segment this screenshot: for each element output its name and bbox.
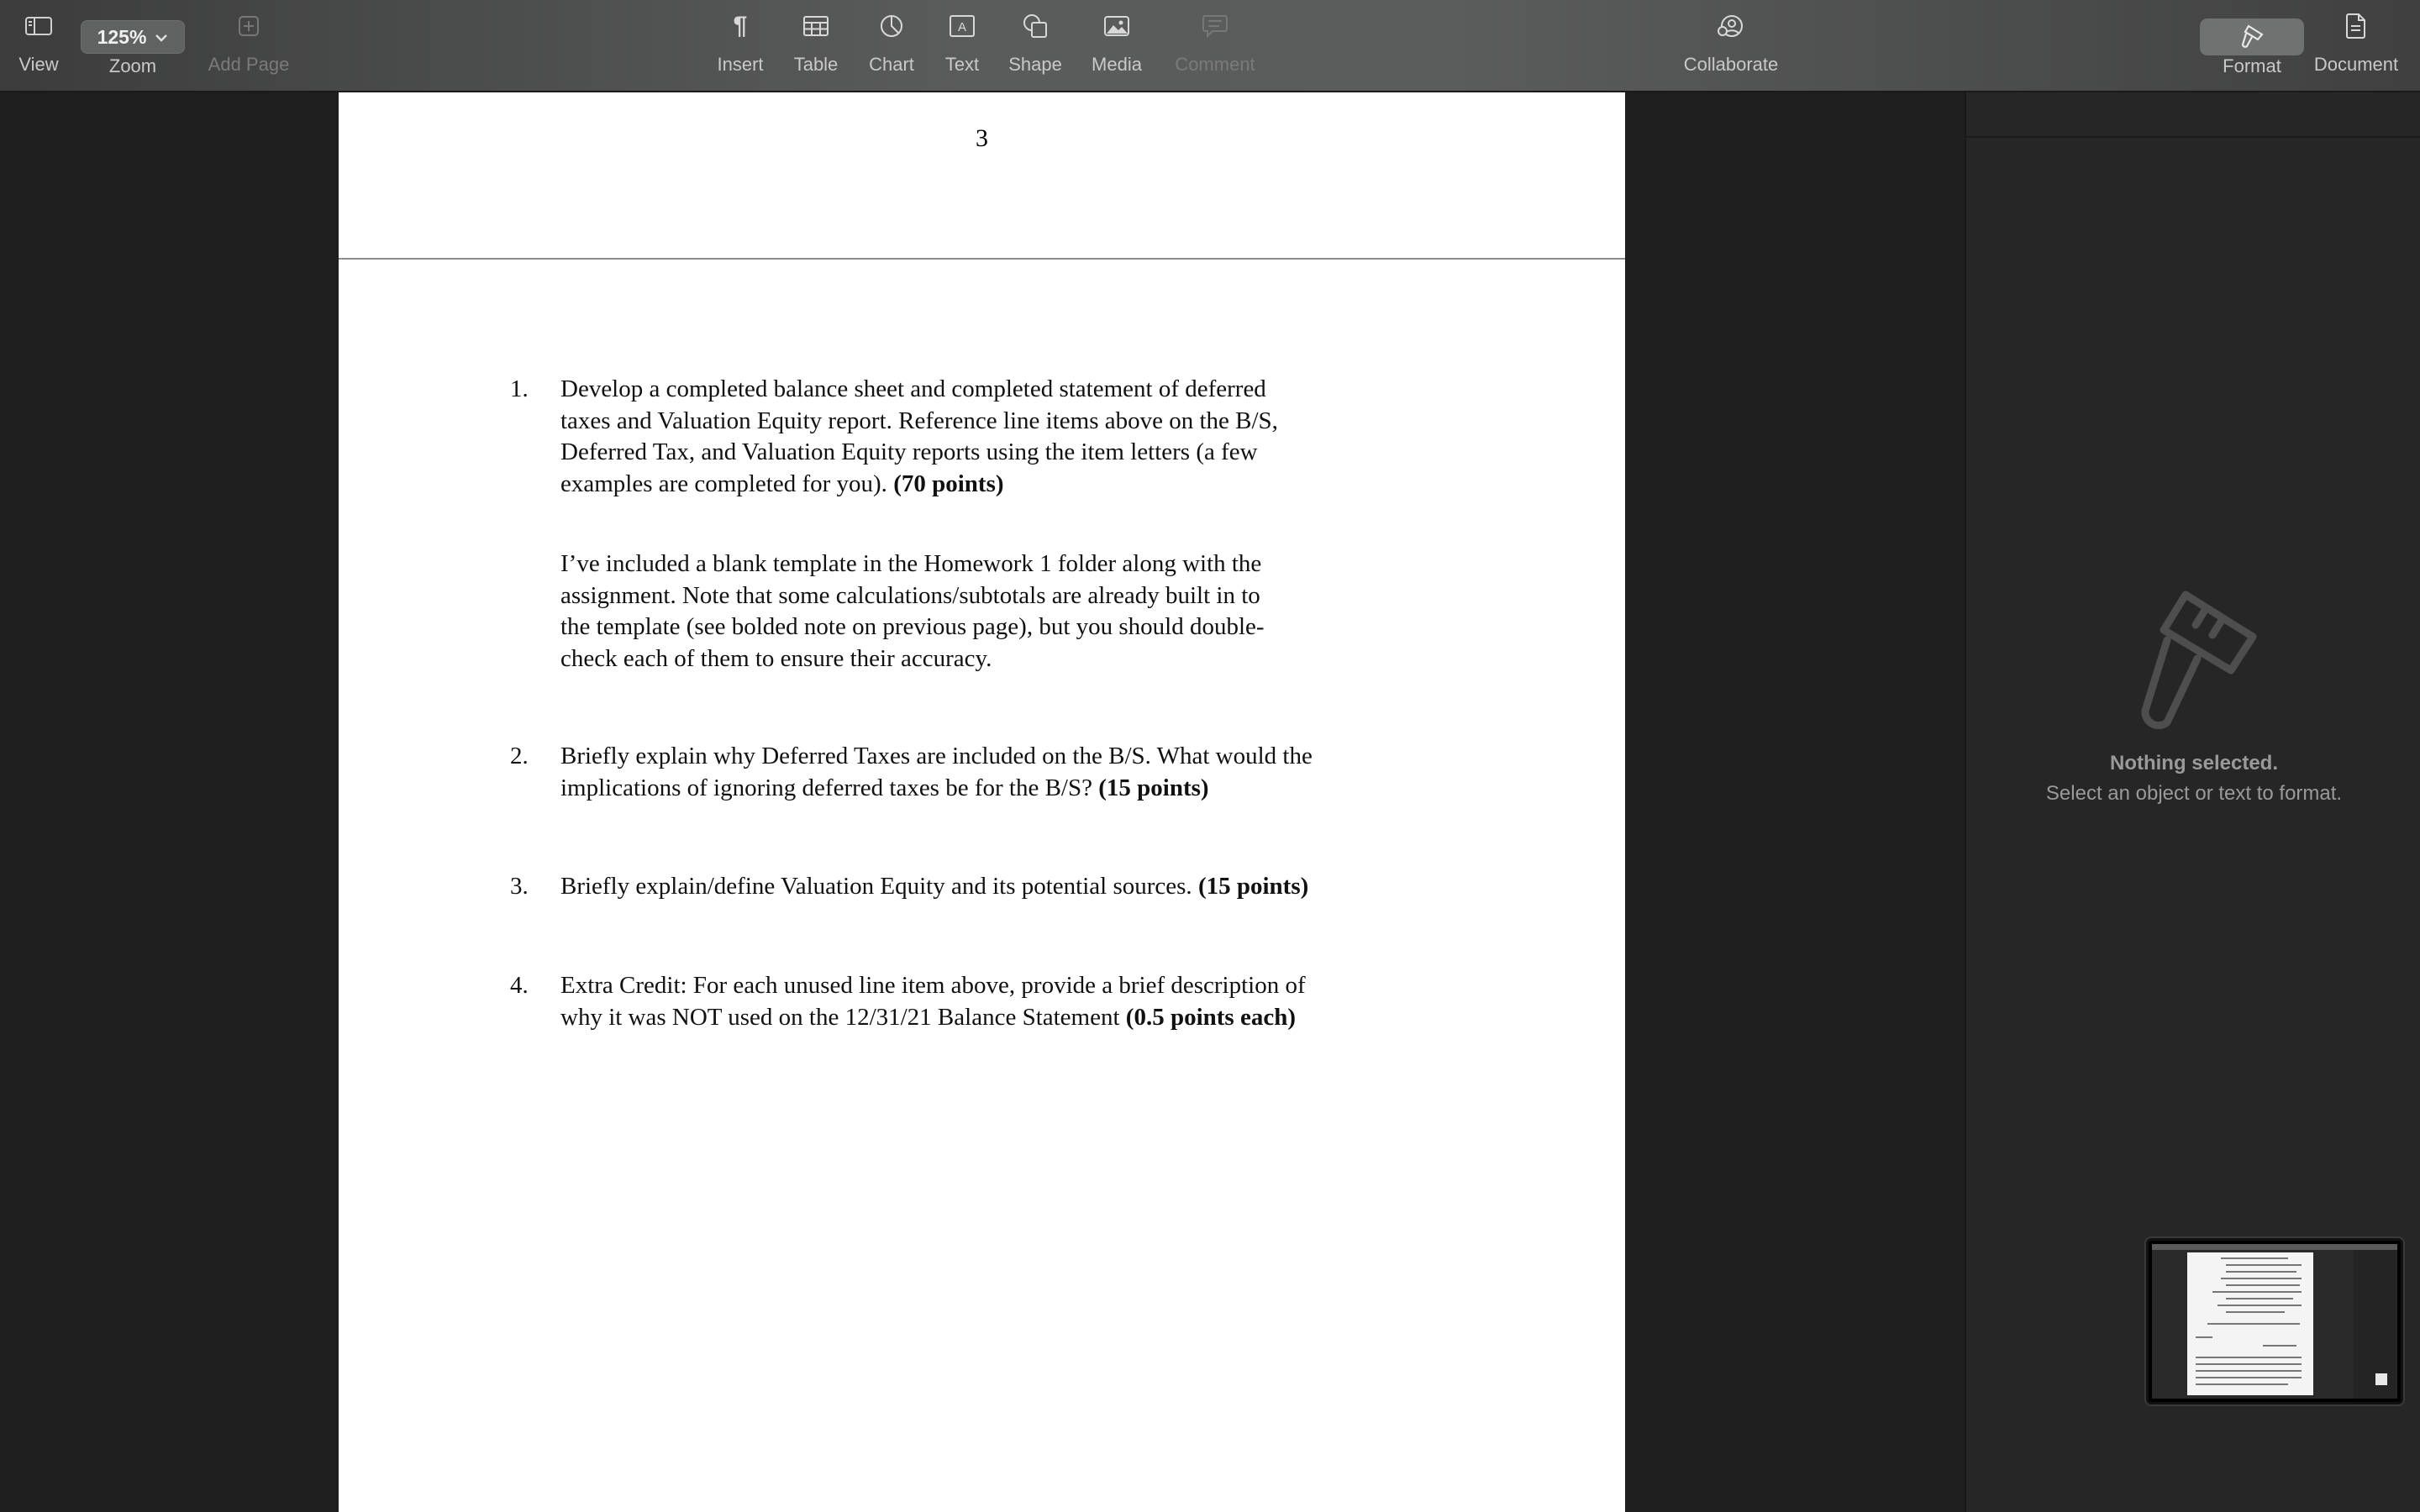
insert-button[interactable]	[711, 0, 770, 91]
points-label: (0.5 points each)	[1125, 1003, 1296, 1031]
chevron-down-icon	[155, 34, 168, 42]
zoom-value: 125%	[97, 25, 147, 48]
list-item-line: why it was NOT used on the 12/31/21 Balance Statement	[560, 1003, 1126, 1031]
list-item-line: Briefly explain why Deferred Taxes are included on the B/S. What would the	[560, 743, 1313, 769]
page-number: 3	[976, 124, 988, 152]
collaborate-button[interactable]	[1679, 0, 1783, 91]
thumbnail-page	[2187, 1252, 2313, 1395]
paintbrush-icon	[2127, 588, 2261, 736]
zoom-select[interactable]	[81, 20, 185, 54]
svg-text:A: A	[957, 20, 967, 34]
chart-label: Chart	[869, 54, 914, 75]
list-item-line: check each of them to ensure their accuracy.	[560, 644, 992, 672]
document-icon	[2346, 0, 2366, 52]
document-label: Document	[2313, 54, 2399, 75]
format-button[interactable]	[2200, 0, 2304, 91]
thumbnail-preview	[2152, 1244, 2397, 1399]
header-divider	[339, 258, 1625, 260]
view-label: View	[18, 54, 59, 75]
points-label: (15 points)	[1197, 873, 1309, 900]
empty-selection-state	[1966, 588, 2420, 806]
toolbar	[0, 0, 2420, 92]
list-item-number: 4.	[510, 972, 529, 999]
table-icon	[803, 0, 829, 52]
zoom-control[interactable]	[81, 0, 185, 91]
list-item-line: taxes and Valuation Equity report. Reference line items above on the B/S,	[560, 407, 1278, 434]
text-box-icon	[950, 0, 975, 52]
sidebar-icon	[25, 0, 52, 52]
list-item-line: Extra Credit: For each unused line item above, provide a brief description of	[560, 972, 1306, 999]
text-label: Text	[944, 54, 980, 75]
document-button[interactable]	[2311, 0, 2402, 91]
chart-button[interactable]	[862, 0, 921, 91]
list-item-line: I’ve included a blank template in the Homework 1 folder along with the	[560, 550, 1262, 577]
format-label: Format	[2223, 55, 2281, 76]
shape-icon	[1023, 0, 1048, 52]
comment-icon	[1202, 0, 1228, 52]
media-button[interactable]	[1087, 0, 1146, 91]
paintbrush-icon	[2240, 24, 2264, 50]
list-item-number: 1.	[510, 375, 529, 402]
add-page-icon	[238, 0, 260, 52]
list-item-line: Briefly explain/define Valuation Equity and its potential sources.	[560, 873, 1198, 900]
add-page-label: Add Page	[208, 54, 290, 75]
add-page-button[interactable]	[203, 0, 294, 91]
list-item-line: Develop a completed balance sheet and completed statement of deferred	[560, 375, 1266, 402]
insert-label: Insert	[717, 54, 764, 75]
media-icon	[1104, 0, 1129, 52]
nothing-selected-title: Nothing selected.	[2109, 752, 2279, 774]
list-item-line: the template (see bolded note on previous page), but you should double-	[560, 613, 1265, 640]
screenshot-thumbnail[interactable]	[2146, 1238, 2403, 1404]
format-button-highlight	[2200, 18, 2304, 55]
comment-button[interactable]	[1168, 0, 1262, 91]
zoom-label: Zoom	[108, 55, 157, 76]
paragraph-icon: ¶	[733, 12, 748, 39]
text-button[interactable]	[933, 0, 992, 91]
nothing-selected-subtitle: Select an object or text to format.	[2045, 782, 2343, 805]
list-item-line: Deferred Tax, and Valuation Equity reports using the item letters (a few	[560, 438, 1258, 465]
table-label: Table	[793, 54, 839, 75]
collaborate-icon	[1718, 0, 1744, 52]
inspector-header	[1966, 92, 2420, 138]
comment-label: Comment	[1175, 54, 1255, 75]
points-label: (70 points)	[893, 470, 1004, 497]
list-item-line: assignment. Note that some calculations/subtotals are already built in to	[560, 581, 1260, 609]
table-button[interactable]	[786, 0, 845, 91]
view-button[interactable]	[12, 0, 66, 91]
collaborate-label: Collaborate	[1683, 54, 1779, 75]
list-item-line: implications of ignoring deferred taxes be for the B/S?	[560, 774, 1099, 801]
media-label: Media	[1092, 54, 1142, 75]
points-label: (15 points)	[1098, 774, 1209, 801]
list-item-number: 2.	[510, 743, 529, 769]
list-item-number: 3.	[510, 873, 529, 900]
shape-label: Shape	[1008, 54, 1062, 75]
document-page[interactable]	[339, 92, 1625, 1512]
chart-icon	[880, 0, 903, 52]
list-item-line: examples are completed for you).	[560, 470, 894, 497]
shape-button[interactable]	[1005, 0, 1065, 91]
